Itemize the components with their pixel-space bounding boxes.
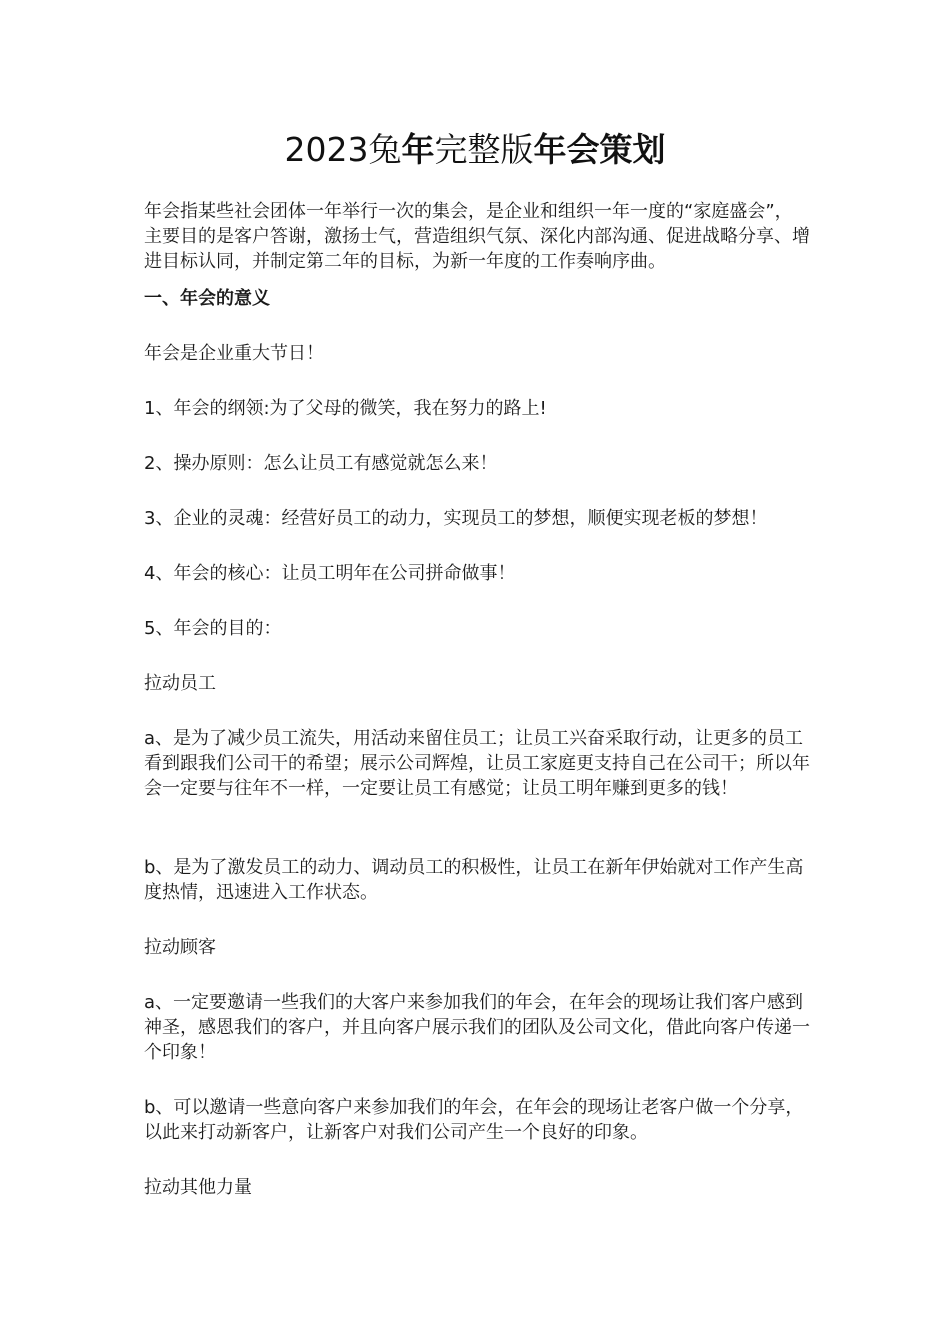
paragraph: a、一定要邀请一些我们的大客户来参加我们的年会，在年会的现场让我们客户感到神圣，感恩我们的客户，并且向客户展示我们的团队及公司文化，借此向客户传递一个印象！ (144, 992, 810, 1063)
subheading: 拉动其他力量 (144, 1177, 252, 1198)
paragraph: a、是为了减少员工流失，用活动来留住员工；让员工兴奋采取行动，让更多的员工看到跟我们公司干的希望；展示公司辉煌，让员工家庭更支持自己在公司干；所以年会一定要与往年不一样，一定要让员工有感觉；让员工明年赚到更多的钱！ (144, 728, 810, 799)
title-part-1: 2023兔 (284, 130, 402, 169)
intro-paragraph: 年会指某些社会团体一年举行一次的集会，是企业和组织一年一度的“家庭盛会”，主要目的是客户答谢，激扬士气，营造组织气氛、深化内部沟通、促进战略分享、增进目标认同，并制定第二年的目标，为新一年度的工作奏响序曲。 (144, 201, 810, 272)
section-heading: 一、年会的意义 (144, 288, 270, 309)
title-part-2: 年 (401, 130, 435, 169)
paragraph: 2、操办原则：怎么让员工有感觉就怎么来！ (144, 453, 498, 474)
paragraph: b、可以邀请一些意向客户来参加我们的年会，在年会的现场让老客户做一个分享，以此来打动新客户，让新客户对我们公司产生一个良好的印象。 (144, 1097, 804, 1143)
paragraph: 1、年会的纲领:为了父母的微笑，我在努力的路上! (144, 398, 547, 419)
paragraph: b、是为了激发员工的动力、调动员工的积极性，让员工在新年伊始就对工作产生高度热情，迅速进入工作状态。 (144, 857, 804, 903)
paragraph: 4、年会的核心：让员工明年在公司拼命做事！ (144, 563, 516, 584)
title-part-3: 完整版 (434, 130, 534, 169)
document-title (0, 128, 950, 172)
subheading: 拉动员工 (144, 673, 216, 694)
paragraph: 5、年会的目的： (144, 618, 282, 639)
subheading: 拉动顾客 (144, 937, 216, 958)
paragraph: 3、企业的灵魂：经营好员工的动力，实现员工的梦想，顺便实现老板的梦想！ (144, 508, 768, 529)
paragraph: 年会是企业重大节日！ (144, 343, 324, 364)
title-part-4: 年会策划 (533, 130, 666, 169)
